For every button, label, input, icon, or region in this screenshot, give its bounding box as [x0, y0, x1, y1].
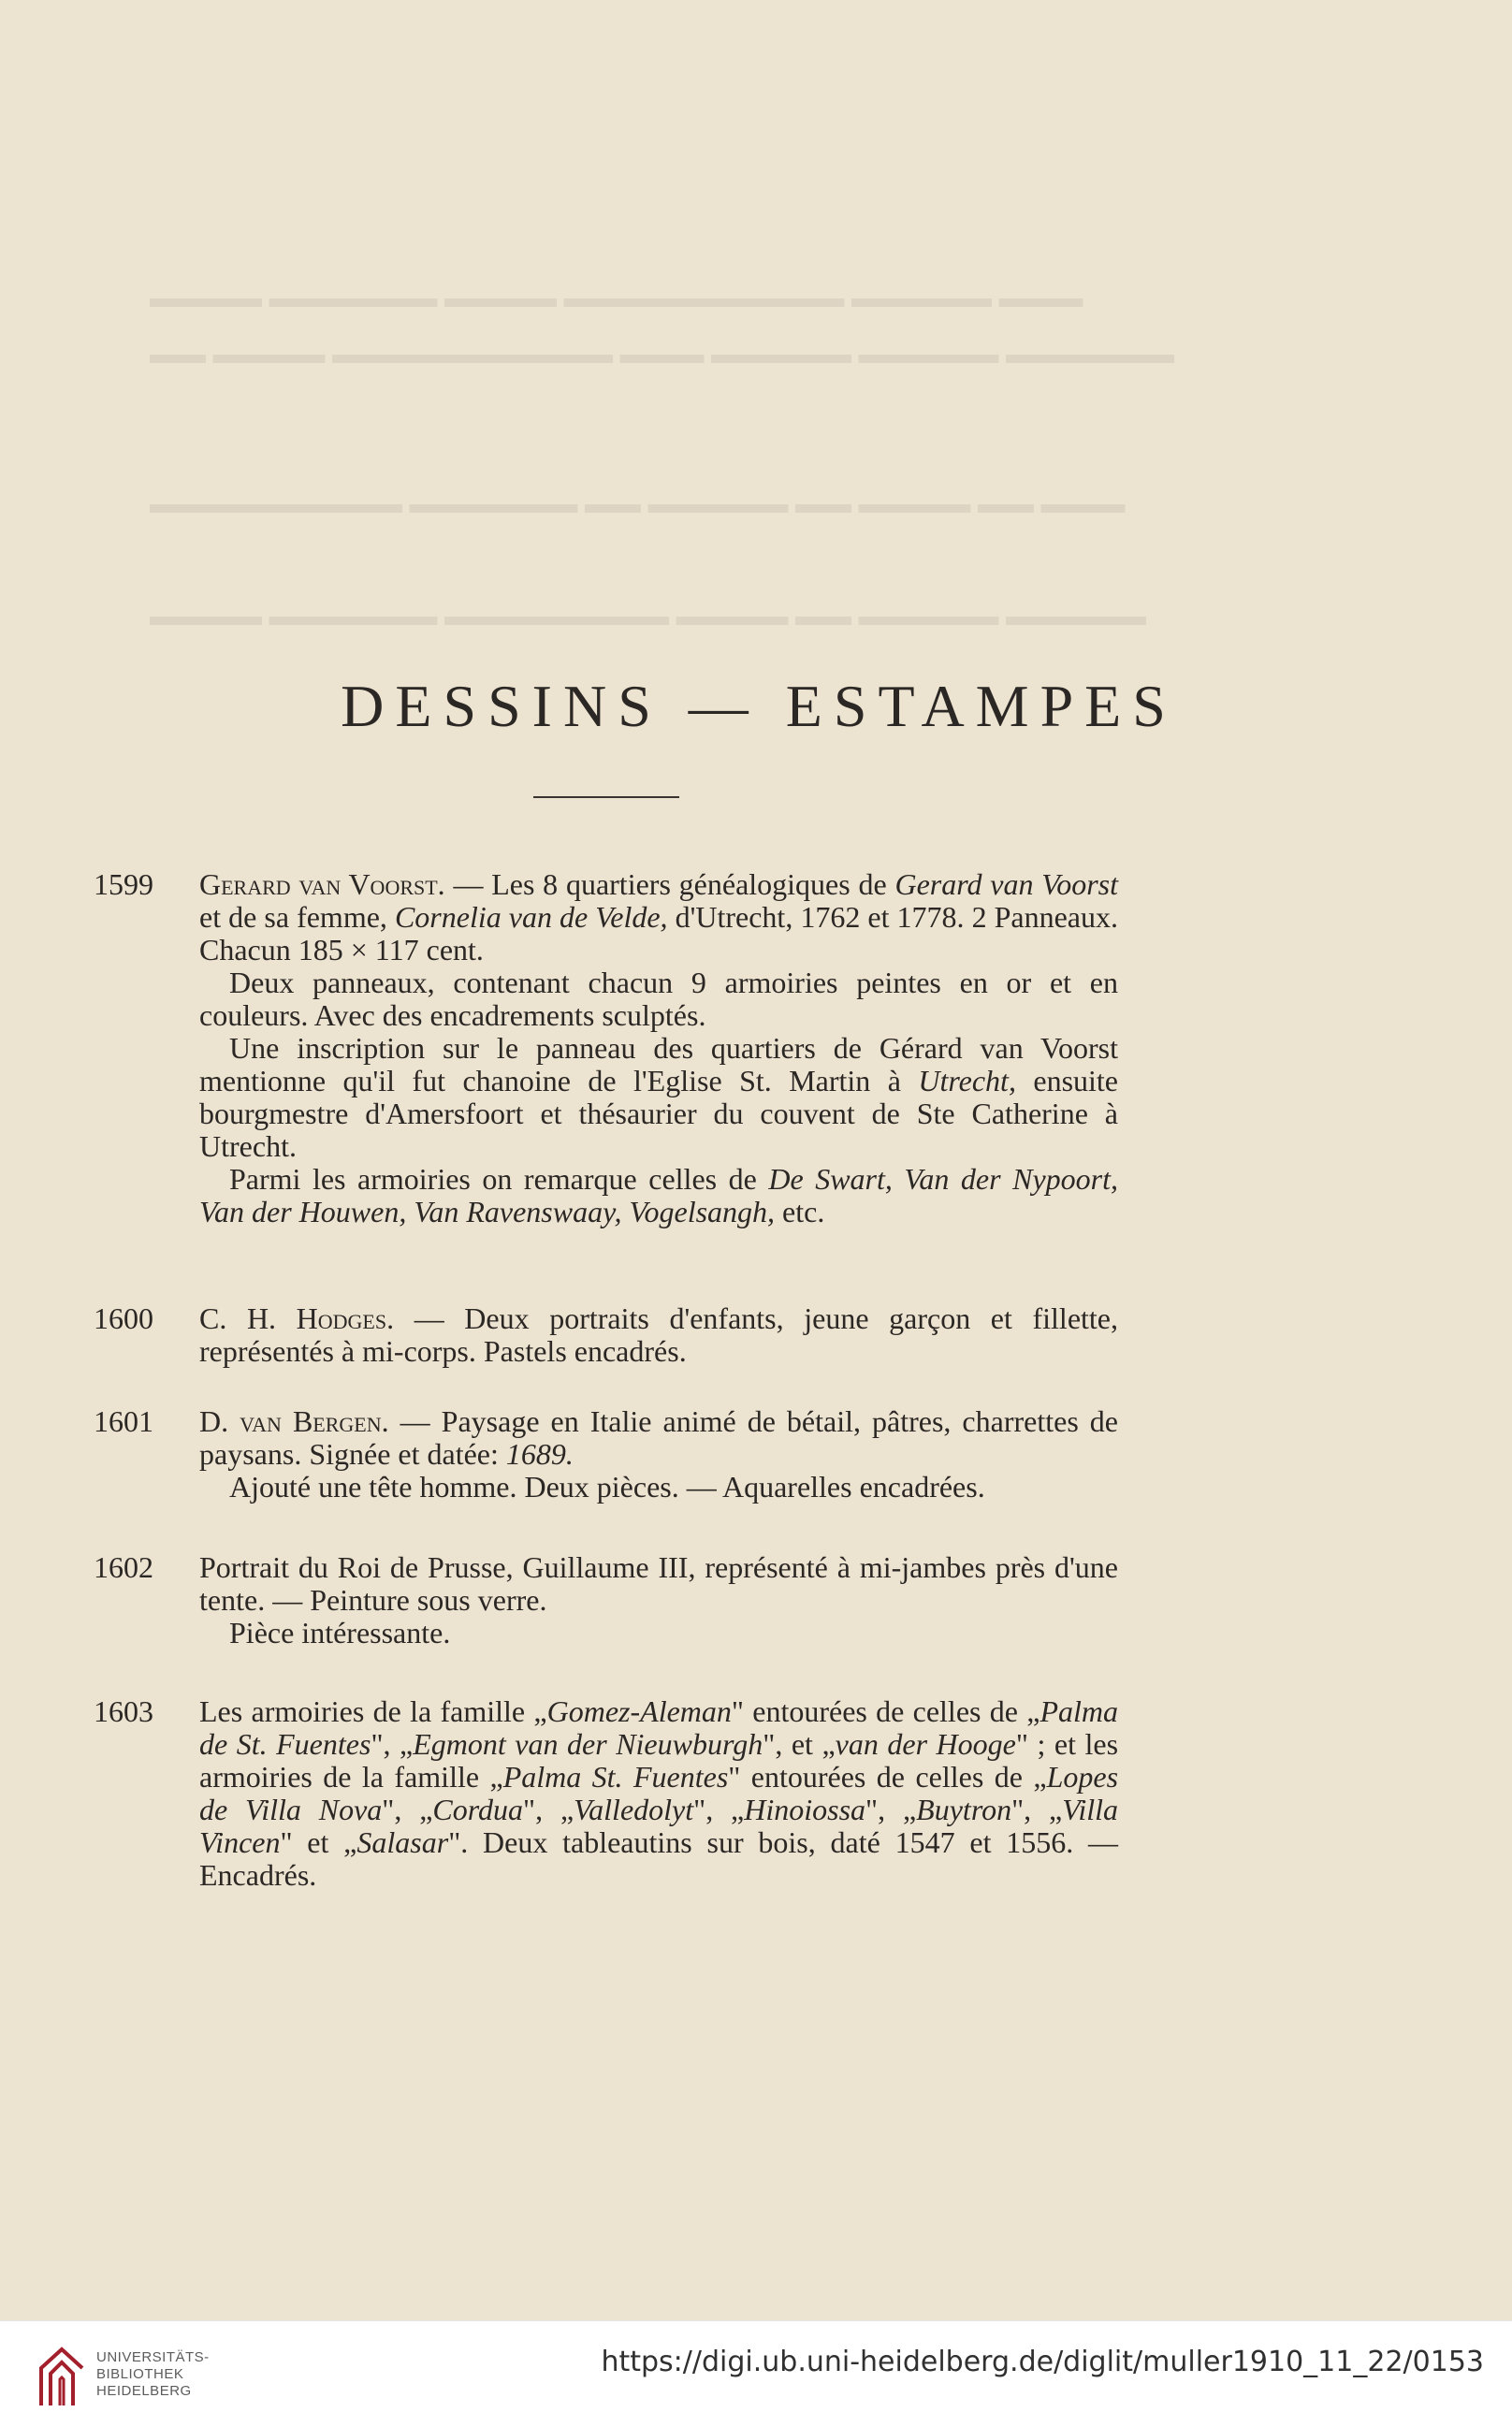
italic-text: Buytron [916, 1793, 1012, 1826]
library-name [96, 2349, 210, 2400]
entry-paragraph [199, 1617, 1118, 1649]
text-run: — Deux portraits d'enfants, jeune garçon et fillette, représentés à mi-corps. Pastels encadrés. [199, 1301, 1119, 1368]
text-run: Parmi les armoiries on remarque celles de [229, 1162, 769, 1196]
entry-number: 1603 [94, 1694, 153, 1728]
italic-text: Cornelia van de Velde, [394, 900, 668, 934]
author-name: C. H. Hodges. [199, 1301, 395, 1335]
text-run: d'Utrecht, 1762 et 1778. 2 Panneaux. Chacun 185 × 117 cent. [199, 900, 1119, 966]
italic-text: Palma de St. Fuentes [199, 1694, 1119, 1761]
entry-paragraph [199, 1471, 1118, 1504]
italic-text: Gerard van Voorst [894, 867, 1119, 901]
text-run: ", „ [693, 1793, 745, 1826]
text-run: et de sa femme, [199, 900, 395, 934]
italic-text: Utrecht, [918, 1064, 1016, 1097]
text-run: ", „ [523, 1793, 574, 1826]
library-logo-icon [36, 2342, 88, 2407]
text-run: ", „ [865, 1793, 917, 1826]
italic-text: Salasar [356, 1825, 449, 1859]
entry-paragraph [199, 1032, 1118, 1163]
italic-text: 1689. [505, 1437, 574, 1471]
text-run: ", et „ [763, 1727, 836, 1761]
author-name: Gerard van Voorst. [199, 867, 445, 901]
entry-body [199, 1405, 1118, 1504]
entry-paragraph [199, 1695, 1118, 1892]
italic-text: Villa Vincen [199, 1793, 1119, 1859]
permalink-url[interactable]: https://digi.ub.uni-heidelberg.de/diglit/muller1910_11_22/0153 [601, 2346, 1484, 2378]
entry-number: 1602 [94, 1550, 153, 1584]
text-run: Pièce intéressante. [229, 1616, 451, 1649]
show-through-text: ▬▬▬▬▬▬ ▬▬▬▬▬ ▬▬▬▬▬ ▬▬▬ ▬▬▬▬▬▬▬▬▬▬ ▬▬▬▬ ▬▬ [150, 339, 1174, 370]
entry-number: 1600 [94, 1301, 153, 1335]
entry-paragraph [199, 868, 1118, 966]
entry-paragraph [199, 1163, 1118, 1228]
italic-text: Valledolyt [574, 1793, 694, 1826]
text-run: Deux panneaux, contenant chacun 9 armoiries peintes en or et en couleurs. Avec des encadrements sculptés. [199, 966, 1118, 1032]
italic-text: Gomez-Aleman [546, 1694, 732, 1728]
entry-number: 1599 [94, 867, 153, 901]
entry-body [199, 1302, 1118, 1368]
viewer-footer [0, 2320, 1512, 2427]
text-run: " entourées de celles de „ [731, 1694, 1040, 1728]
text-run: etc. [775, 1195, 825, 1228]
show-through-text: ▬▬▬ ▬▬ ▬▬▬▬ ▬▬ ▬▬▬▬▬ ▬▬ ▬▬▬▬▬▬ ▬▬▬▬▬▬▬▬▬ [150, 488, 1126, 519]
library-name-line: HEIDELBERG [96, 2383, 192, 2399]
entry-paragraph [199, 1405, 1118, 1471]
text-run: ". Deux tableautins sur bois, daté 1547 et 1556. — Encadrés. [199, 1825, 1119, 1892]
author-name: D. van Bergen. [199, 1404, 389, 1438]
text-run: Ajouté une tête homme. Deux pièces. — Aquarelles encadrées. [229, 1470, 985, 1504]
entry-body [199, 1551, 1118, 1649]
text-run: — Paysage en Italie animé de bétail, pâtres, charrettes de paysans. Signée et datée: [199, 1404, 1119, 1471]
text-run: ensuite bourgmestre d'Amersfoort et thésaurier du couvent de Ste Catherine à Utrecht. [199, 1064, 1119, 1163]
italic-text: Hinoiossa [744, 1793, 866, 1826]
show-through-text: ▬▬▬▬▬ ▬▬▬▬▬ ▬▬ ▬▬▬▬ ▬▬▬▬▬▬▬▬ ▬▬▬▬▬▬ ▬▬▬▬ [150, 601, 1146, 632]
italic-text: De Swart, Van der Nypoort, Van der Houwen, Van Ravenswaay, Vogelsangh, [199, 1162, 1119, 1228]
italic-text: Lopes de Villa Nova [199, 1760, 1119, 1826]
entry-paragraph [199, 966, 1118, 1032]
text-run: ", „ [382, 1793, 433, 1826]
text-run: ", „ [1011, 1793, 1063, 1826]
text-run: ", „ [371, 1727, 414, 1761]
italic-text: Palma St. Fuentes [502, 1760, 729, 1794]
text-run: " entourées de celles de „ [728, 1760, 1047, 1794]
entry-number: 1601 [94, 1404, 153, 1438]
entry-body [199, 868, 1118, 1228]
entry-paragraph [199, 1302, 1118, 1368]
entry-paragraph [199, 1551, 1118, 1617]
page-title: DESSINS — ESTAMPES [341, 673, 1177, 739]
text-run: — Les 8 quartiers généalogiques de [444, 867, 895, 901]
text-run: Les armoiries de la famille „ [199, 1694, 547, 1728]
library-name-line: UNIVERSITÄTS- [96, 2349, 210, 2365]
italic-text: Cordua [432, 1793, 524, 1826]
text-run: " et „ [280, 1825, 357, 1859]
entry-body [199, 1695, 1118, 1892]
title-rule [533, 796, 679, 798]
text-run: Portrait du Roi de Prusse, Guillaume III, représenté à mi-jambes près d'une tente. — Peinture sous verre. [199, 1550, 1118, 1617]
library-name-line: BIBLIOTHEK [96, 2366, 184, 2382]
italic-text: Egmont van der Nieuwburgh [413, 1727, 763, 1761]
show-through-text: ▬▬▬ ▬▬▬▬▬ ▬▬▬▬▬▬▬▬▬▬ ▬▬▬▬ ▬▬▬▬▬▬ ▬▬▬▬ [150, 283, 1083, 313]
text-run: " ; et les armoiries de la famille „ [199, 1727, 1119, 1794]
italic-text: van der Hooge [835, 1727, 1016, 1761]
text-run: Une inscription sur le panneau des quartiers de Gérard van Voorst mentionne qu'il fut chanoine de l'Eglise St. Martin à [199, 1031, 1118, 1097]
